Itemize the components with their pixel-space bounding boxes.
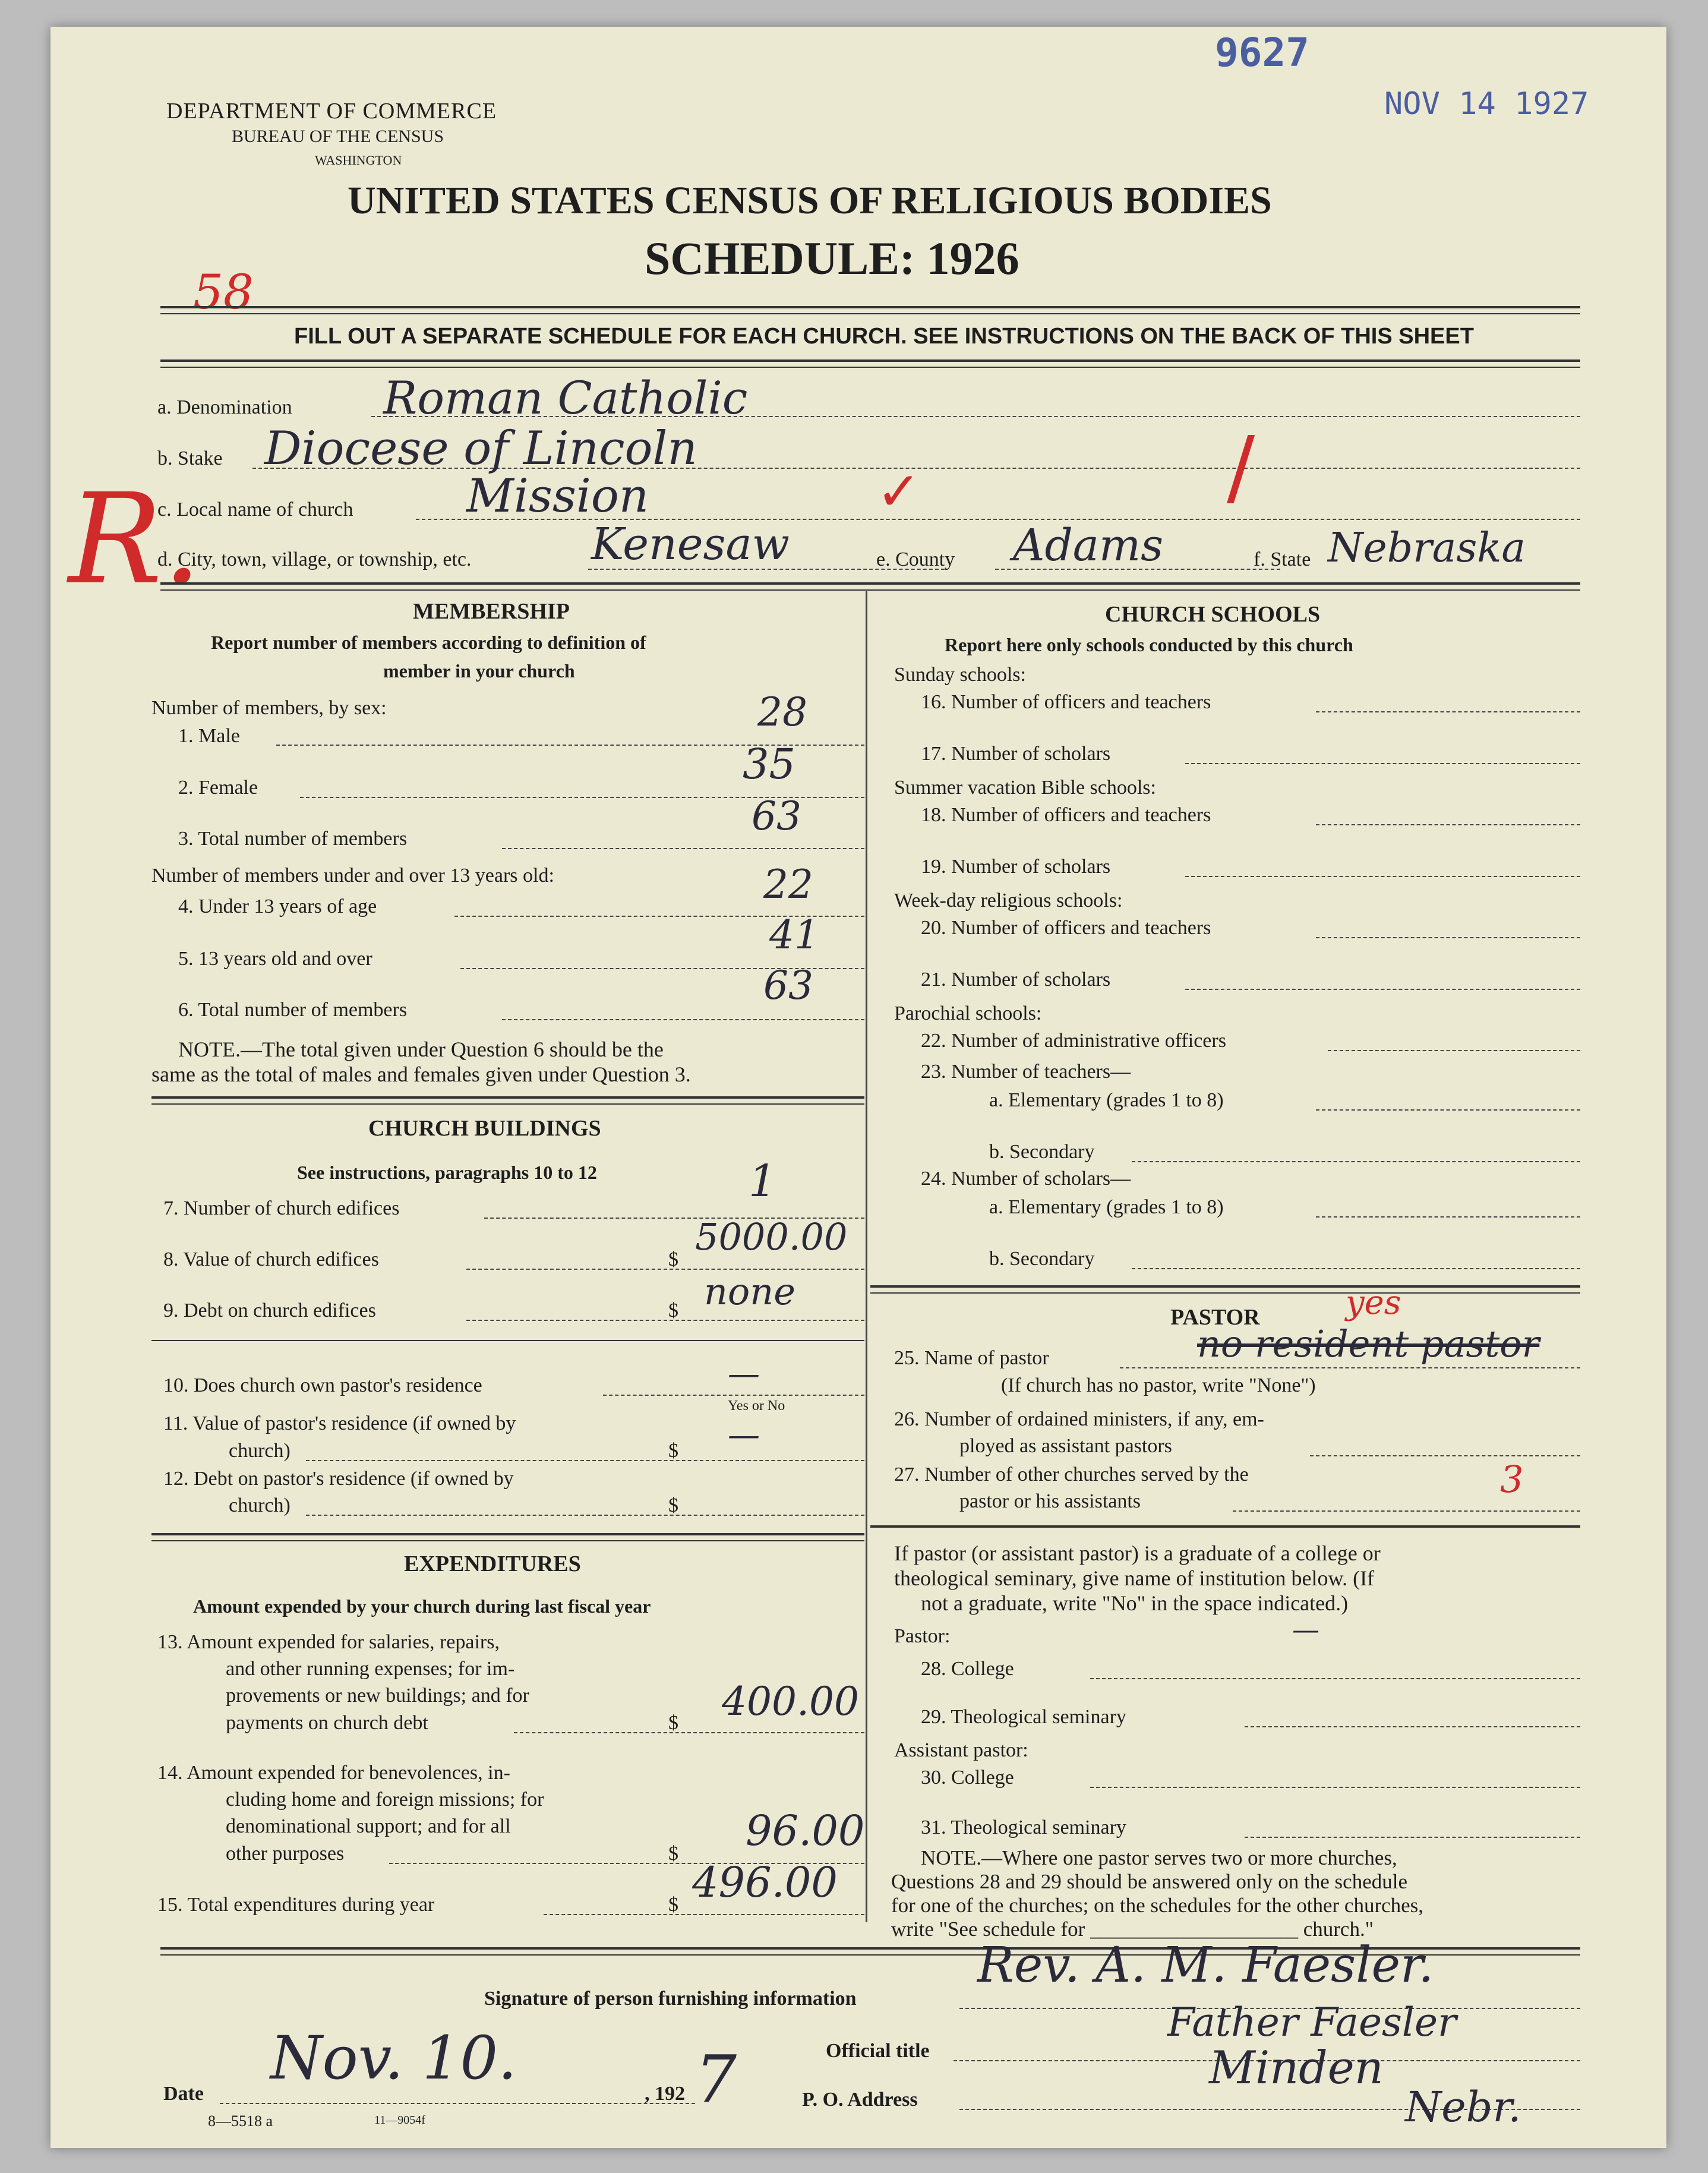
membership-rule-2 <box>151 1103 864 1105</box>
q1-value: 28 <box>757 689 807 735</box>
stamp-date: NOV 14 1927 <box>1384 86 1589 122</box>
check-mark-1: ✓ <box>876 461 921 523</box>
county-label: e. County <box>876 548 955 570</box>
denomination-value: Roman Catholic <box>383 371 748 424</box>
pastor-note-3: for one of the churches; on the schedules for the other churches, <box>891 1894 1424 1917</box>
q17-line <box>1185 763 1580 764</box>
identity-rule-2 <box>160 589 1580 591</box>
city-value: Kenesaw <box>591 519 790 570</box>
q2-label: 2. Female <box>178 777 258 799</box>
q16-line <box>1316 711 1580 712</box>
q25-line <box>1120 1367 1580 1368</box>
q11-value: — <box>728 1416 760 1453</box>
pastor-yes-note: yes <box>1346 1283 1401 1322</box>
pastor-rule <box>870 1525 1580 1528</box>
form-number: 8—5518 a <box>208 2112 273 2130</box>
q22-label: 22. Number of administrative officers <box>921 1030 1226 1052</box>
summer-label: Summer vacation Bible schools: <box>894 777 1156 799</box>
q15-line <box>544 1914 864 1915</box>
date-value: Nov. 10. <box>270 2023 517 2093</box>
q6-value: 63 <box>763 963 813 1008</box>
q13-line <box>514 1732 864 1733</box>
stamp-number: 9627 <box>1215 30 1309 75</box>
q25-note: (If church has no pastor, write "None") <box>1001 1374 1316 1396</box>
q8-dollar: $ <box>668 1248 678 1270</box>
signature-value: Rev. A. M. Faesler. <box>977 1937 1434 1994</box>
banner-rule-1 <box>160 359 1580 362</box>
q13-value: 400.00 <box>722 1679 859 1724</box>
q28-mark: — <box>1292 1613 1319 1645</box>
q6-line <box>502 1019 864 1020</box>
margin-number: 58 <box>193 264 254 320</box>
po-address-value-2: Nebr. <box>1405 2083 1521 2131</box>
by-age-label: Number of members under and over 13 years old: <box>151 865 554 887</box>
year-prefix: , 192 <box>645 2083 685 2105</box>
instruction-banner: FILL OUT A SEPARATE SCHEDULE FOR EACH CHURCH. SEE INSTRUCTIONS ON THE BACK OF THIS SHEET <box>294 324 1474 349</box>
q14-value: 96.00 <box>746 1806 865 1855</box>
membership-sub-1: Report number of members according to definition of <box>211 632 646 653</box>
assistant-sub-label: Assistant pastor: <box>894 1739 1028 1761</box>
q28-label: 28. College <box>921 1658 1014 1680</box>
buildings-heading: CHURCH BUILDINGS <box>368 1116 601 1141</box>
by-sex-label: Number of members, by sex: <box>151 697 387 719</box>
q3-label: 3. Total number of members <box>178 828 408 850</box>
membership-heading: MEMBERSHIP <box>413 599 570 624</box>
q22-line <box>1328 1050 1580 1051</box>
date-line <box>220 2103 695 2104</box>
q10-line <box>603 1395 864 1396</box>
q12-line <box>306 1515 864 1516</box>
q13-label-c: provements or new buildings; and for <box>226 1685 529 1707</box>
q13-label-b: and other running expenses; for im- <box>226 1658 515 1680</box>
pastor-sub-label: Pastor: <box>894 1625 951 1647</box>
sunday-label: Sunday schools: <box>894 664 1026 686</box>
graduate-note-1: If pastor (or assistant pastor) is a graduate of a college or <box>894 1541 1381 1565</box>
buildings-mid-rule <box>151 1340 864 1341</box>
q6-label: 6. Total number of members <box>178 999 408 1021</box>
q30-label: 30. College <box>921 1767 1014 1789</box>
q29-label: 29. Theological seminary <box>921 1706 1126 1728</box>
q11-label-a: 11. Value of pastor's residence (if owned by <box>163 1412 516 1434</box>
q24-label: 24. Number of scholars— <box>921 1168 1131 1190</box>
weekday-label: Week-day religious schools: <box>894 890 1123 912</box>
q26-label-b: ployed as assistant pastors <box>959 1435 1172 1457</box>
q1-label: 1. Male <box>178 725 240 747</box>
po-address-value-1: Minden <box>1209 2041 1384 2094</box>
schools-heading: CHURCH SCHOOLS <box>1105 602 1321 627</box>
pastor-note-4: write "See schedule for ____________________ church." <box>891 1917 1374 1941</box>
q24b-label: b. Secondary <box>989 1248 1095 1270</box>
q18-line <box>1316 824 1580 825</box>
top-rule-1 <box>160 306 1580 308</box>
q27-line <box>1233 1510 1580 1512</box>
graduate-note-3: not a graduate, write "No" in the space indicated.) <box>921 1591 1349 1615</box>
q20-line <box>1316 937 1580 938</box>
q23b-label: b. Secondary <box>989 1141 1095 1163</box>
stake-label: b. Stake <box>157 447 223 469</box>
yes-no-hint: Yes or No <box>728 1398 785 1414</box>
po-address-label: P. O. Address <box>802 2089 918 2111</box>
city-label: d. City, town, village, or township, etc. <box>157 548 472 570</box>
q5-label: 5. 13 years old and over <box>178 948 372 970</box>
q18-label: 18. Number of officers and teachers <box>921 804 1211 826</box>
local-name-value: Mission <box>466 469 649 523</box>
official-title-value: Father Faesler <box>1167 1999 1457 2045</box>
q25-label: 25. Name of pastor <box>894 1347 1049 1369</box>
pastor-note-2: Questions 28 and 29 should be answered only on the schedule <box>891 1870 1408 1893</box>
q19-label: 19. Number of scholars <box>921 856 1111 878</box>
membership-rule <box>151 1096 864 1099</box>
q27-label-a: 27. Number of other churches served by the <box>894 1464 1249 1486</box>
local-name-label: c. Local name of church <box>157 499 353 521</box>
q8-line <box>466 1269 864 1270</box>
date-label: Date <box>163 2083 204 2105</box>
expenditures-heading: EXPENDITURES <box>404 1551 581 1576</box>
top-rule-2 <box>160 313 1580 314</box>
q25-value: no resident pastor <box>1197 1322 1540 1365</box>
q23b-line <box>1132 1161 1580 1162</box>
membership-note-1: NOTE.—The total given under Question 6 should be the <box>178 1037 664 1061</box>
pastor-heading: PASTOR <box>1170 1305 1260 1330</box>
schedule-title: SCHEDULE: 1926 <box>645 232 1019 284</box>
q23a-label: a. Elementary (grades 1 to 8) <box>989 1089 1224 1111</box>
q30-line <box>1090 1787 1580 1788</box>
q11-dollar: $ <box>668 1440 678 1462</box>
q14-dollar: $ <box>668 1843 678 1865</box>
county-value: Adams <box>1013 520 1164 571</box>
q26-label-a: 26. Number of ordained ministers, if any, em- <box>894 1408 1264 1430</box>
q23a-line <box>1316 1109 1580 1111</box>
q14-label-d: other purposes <box>226 1843 345 1865</box>
q11-line <box>306 1460 864 1461</box>
graduate-note-2: theological seminary, give name of institution below. (If <box>894 1566 1375 1590</box>
q4-value: 22 <box>763 862 813 907</box>
q21-line <box>1185 989 1580 990</box>
q8-value: 5000.00 <box>695 1215 848 1259</box>
membership-sub-2: member in your church <box>383 660 575 682</box>
q21-label: 21. Number of scholars <box>921 969 1111 991</box>
membership-note-2: same as the total of males and females given under Question 3. <box>151 1062 691 1086</box>
q15-dollar: $ <box>668 1894 678 1916</box>
check-mark-2: / <box>1227 419 1255 516</box>
bureau: BUREAU OF THE CENSUS <box>232 127 444 146</box>
state-label: f. State <box>1254 548 1311 570</box>
q7-value: 1 <box>749 1156 777 1207</box>
q13-label-d: payments on church debt <box>226 1712 428 1734</box>
q16-label: 16. Number of officers and teachers <box>921 691 1211 713</box>
q14-label-b: cluding home and foreign missions; for <box>226 1789 544 1811</box>
q12-label-b: church) <box>229 1494 291 1516</box>
q27-label-b: pastor or his assistants <box>959 1490 1141 1512</box>
q7-label: 7. Number of church edifices <box>163 1197 400 1219</box>
q13-dollar: $ <box>668 1712 678 1734</box>
q31-label: 31. Theological seminary <box>921 1816 1126 1838</box>
q17-label: 17. Number of scholars <box>921 743 1111 765</box>
q31-line <box>1245 1837 1580 1838</box>
washington: WASHINGTON <box>315 153 402 168</box>
stake-value: Diocese of Lincoln <box>264 422 697 475</box>
q3-value: 63 <box>752 793 801 839</box>
year-digit: 7 <box>695 2041 737 2117</box>
q15-value: 496.00 <box>692 1858 838 1907</box>
official-title-label: Official title <box>826 2040 930 2062</box>
q12-dollar: $ <box>668 1494 678 1516</box>
signature-label: Signature of person furnishing information <box>484 1988 857 2010</box>
q5-value: 41 <box>769 912 819 958</box>
q11-label-b: church) <box>229 1440 291 1462</box>
q8-label: 8. Value of church edifices <box>163 1248 379 1270</box>
q20-label: 20. Number of officers and teachers <box>921 917 1211 939</box>
q28-line <box>1090 1678 1580 1679</box>
q15-label: 15. Total expenditures during year <box>157 1894 435 1916</box>
schools-rule-2 <box>870 1292 1580 1294</box>
q24a-label: a. Elementary (grades 1 to 8) <box>989 1196 1224 1218</box>
q2-value: 35 <box>743 740 796 789</box>
q3-line <box>502 848 864 849</box>
q4-label: 4. Under 13 years of age <box>178 895 377 917</box>
q14-label-c: denominational support; and for all <box>226 1815 511 1837</box>
margin-letter: R. <box>68 466 202 612</box>
denomination-label: a. Denomination <box>157 396 292 418</box>
q24b-line <box>1132 1268 1580 1269</box>
q13-label-a: 13. Amount expended for salaries, repairs, <box>157 1631 500 1653</box>
buildings-rule <box>151 1533 864 1535</box>
q9-label: 9. Debt on church edifices <box>163 1300 376 1322</box>
schools-rule <box>870 1285 1580 1288</box>
column-divider <box>866 591 867 1922</box>
identity-rule-1 <box>160 582 1580 585</box>
form-title: UNITED STATES CENSUS OF RELIGIOUS BODIES <box>348 179 1272 222</box>
census-form <box>50 27 1666 2148</box>
q19-line <box>1185 876 1580 877</box>
department: DEPARTMENT OF COMMERCE <box>166 99 497 124</box>
q24a-line <box>1316 1216 1580 1218</box>
pastor-note-1: NOTE.—Where one pastor serves two or more churches, <box>921 1846 1397 1869</box>
q14-label-a: 14. Amount expended for benevolences, in- <box>157 1762 510 1784</box>
q10-value: — <box>728 1355 760 1392</box>
q9-dollar: $ <box>668 1300 678 1322</box>
buildings-rule-2 <box>151 1540 864 1541</box>
q9-line <box>466 1320 864 1321</box>
q23-label: 23. Number of teachers— <box>921 1061 1131 1083</box>
state-value: Nebraska <box>1328 525 1526 572</box>
print-number: 11—9054f <box>374 2114 425 2127</box>
parochial-label: Parochial schools: <box>894 1002 1042 1024</box>
banner-rule-2 <box>160 367 1580 368</box>
q27-value: 3 <box>1500 1458 1524 1501</box>
expenditures-sub: Amount expended by your church during last fiscal year <box>193 1595 651 1617</box>
buildings-sub: See instructions, paragraphs 10 to 12 <box>297 1162 597 1183</box>
q9-value: none <box>704 1270 795 1313</box>
q12-label-a: 12. Debt on pastor's residence (if owned by <box>163 1468 514 1490</box>
schools-sub: Report here only schools conducted by this church <box>945 634 1353 655</box>
q29-line <box>1245 1726 1580 1727</box>
q26-line <box>1310 1455 1580 1456</box>
q10-label: 10. Does church own pastor's residence <box>163 1374 482 1396</box>
